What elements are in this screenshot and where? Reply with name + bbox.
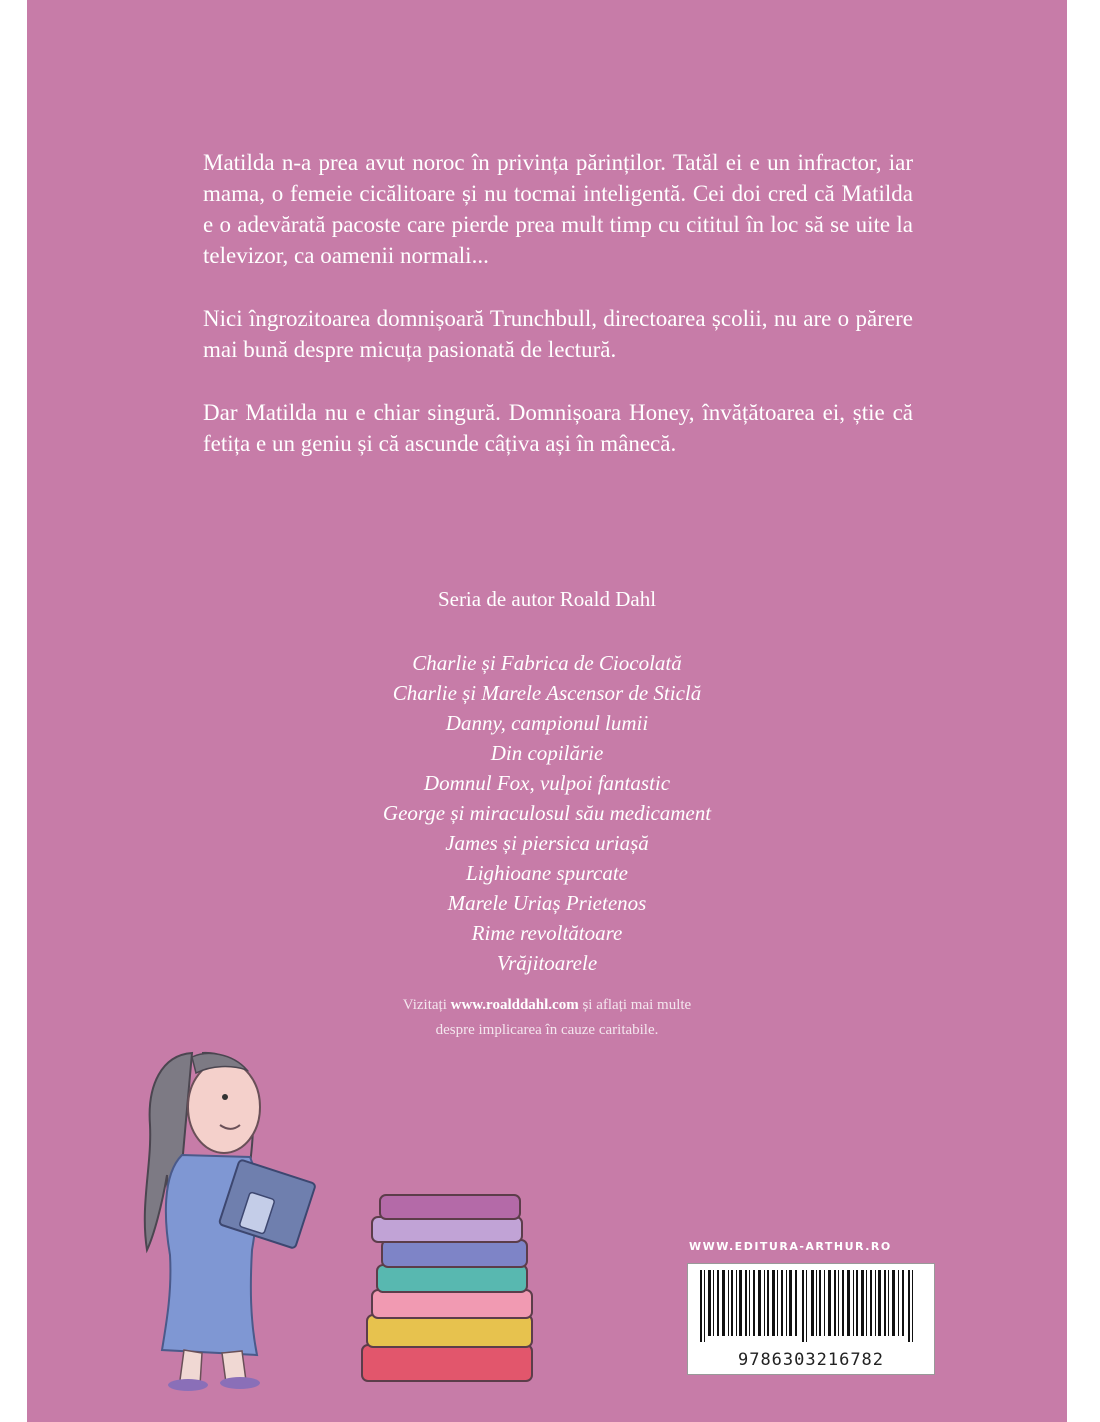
blurb-paragraph-3: Dar Matilda nu e chiar singură. Domnișoara Honey, învățătoarea ei, știe că fetița e un geniu și că ascunde câțiva ași în mânecă. (203, 400, 913, 456)
series-title: Danny, campionul lumii (445, 711, 649, 735)
blurb-paragraph-2: Nici îngrozitoarea domnișoară Trunchbull, directoarea școlii, nu are o părere mai bună despre micuța pasionată de lectură. (203, 306, 913, 362)
author-website-link[interactable]: www.roalddahl.com (450, 997, 579, 1013)
isbn-number: 9786303216782 (737, 1350, 885, 1370)
visit-suffix: și aflați mai multe (578, 997, 692, 1013)
matilda-illustration (122, 1045, 562, 1395)
series-title: Domnul Fox, vulpoi fantastic (423, 771, 671, 795)
series-title: Lighioane spurcate (466, 861, 628, 885)
visit-line-1 (27, 993, 1067, 1018)
series-heading: Seria de autor Roald Dahl (437, 587, 657, 611)
visit-notice (27, 993, 1067, 1043)
series-title: Marele Uriaș Prietenos (447, 891, 647, 915)
barcode-bars (698, 1270, 924, 1342)
series-title: Rime revoltătoare (471, 921, 623, 945)
publisher-website: WWW.EDITURA-ARTHUR.RO (689, 1240, 892, 1253)
barcode-area (687, 1240, 939, 1400)
series-title: Din copilărie (490, 741, 604, 765)
series-title: James și piersica uriașă (445, 831, 649, 855)
series-title: George și miraculosul său medicament (382, 801, 712, 825)
blurb-paragraph-1: Matilda n-a prea avut noroc în privința părinților. Tatăl ei e un infractor, iar mama, o femeie cicălitoare și nu tocmai inteligentă. Cei doi cred că Matilda e o adevărată pacoste care pierde prea mult timp cu cititul în loc să se uite la televizor, ca oamenii normali... (203, 150, 913, 268)
series-title: Vrăjitoarele (496, 951, 598, 975)
back-cover (27, 0, 1067, 1422)
series-title: Charlie și Fabrica de Ciocolată (412, 651, 682, 675)
visit-prefix: Vizitați (402, 997, 451, 1013)
series-title: Charlie și Marele Ascensor de Sticlă (392, 681, 702, 705)
series-list (27, 648, 1067, 978)
barcode (687, 1263, 935, 1375)
blurb (203, 147, 913, 491)
visit-line-2: despre implicarea în cauze caritabile. (435, 1022, 659, 1038)
